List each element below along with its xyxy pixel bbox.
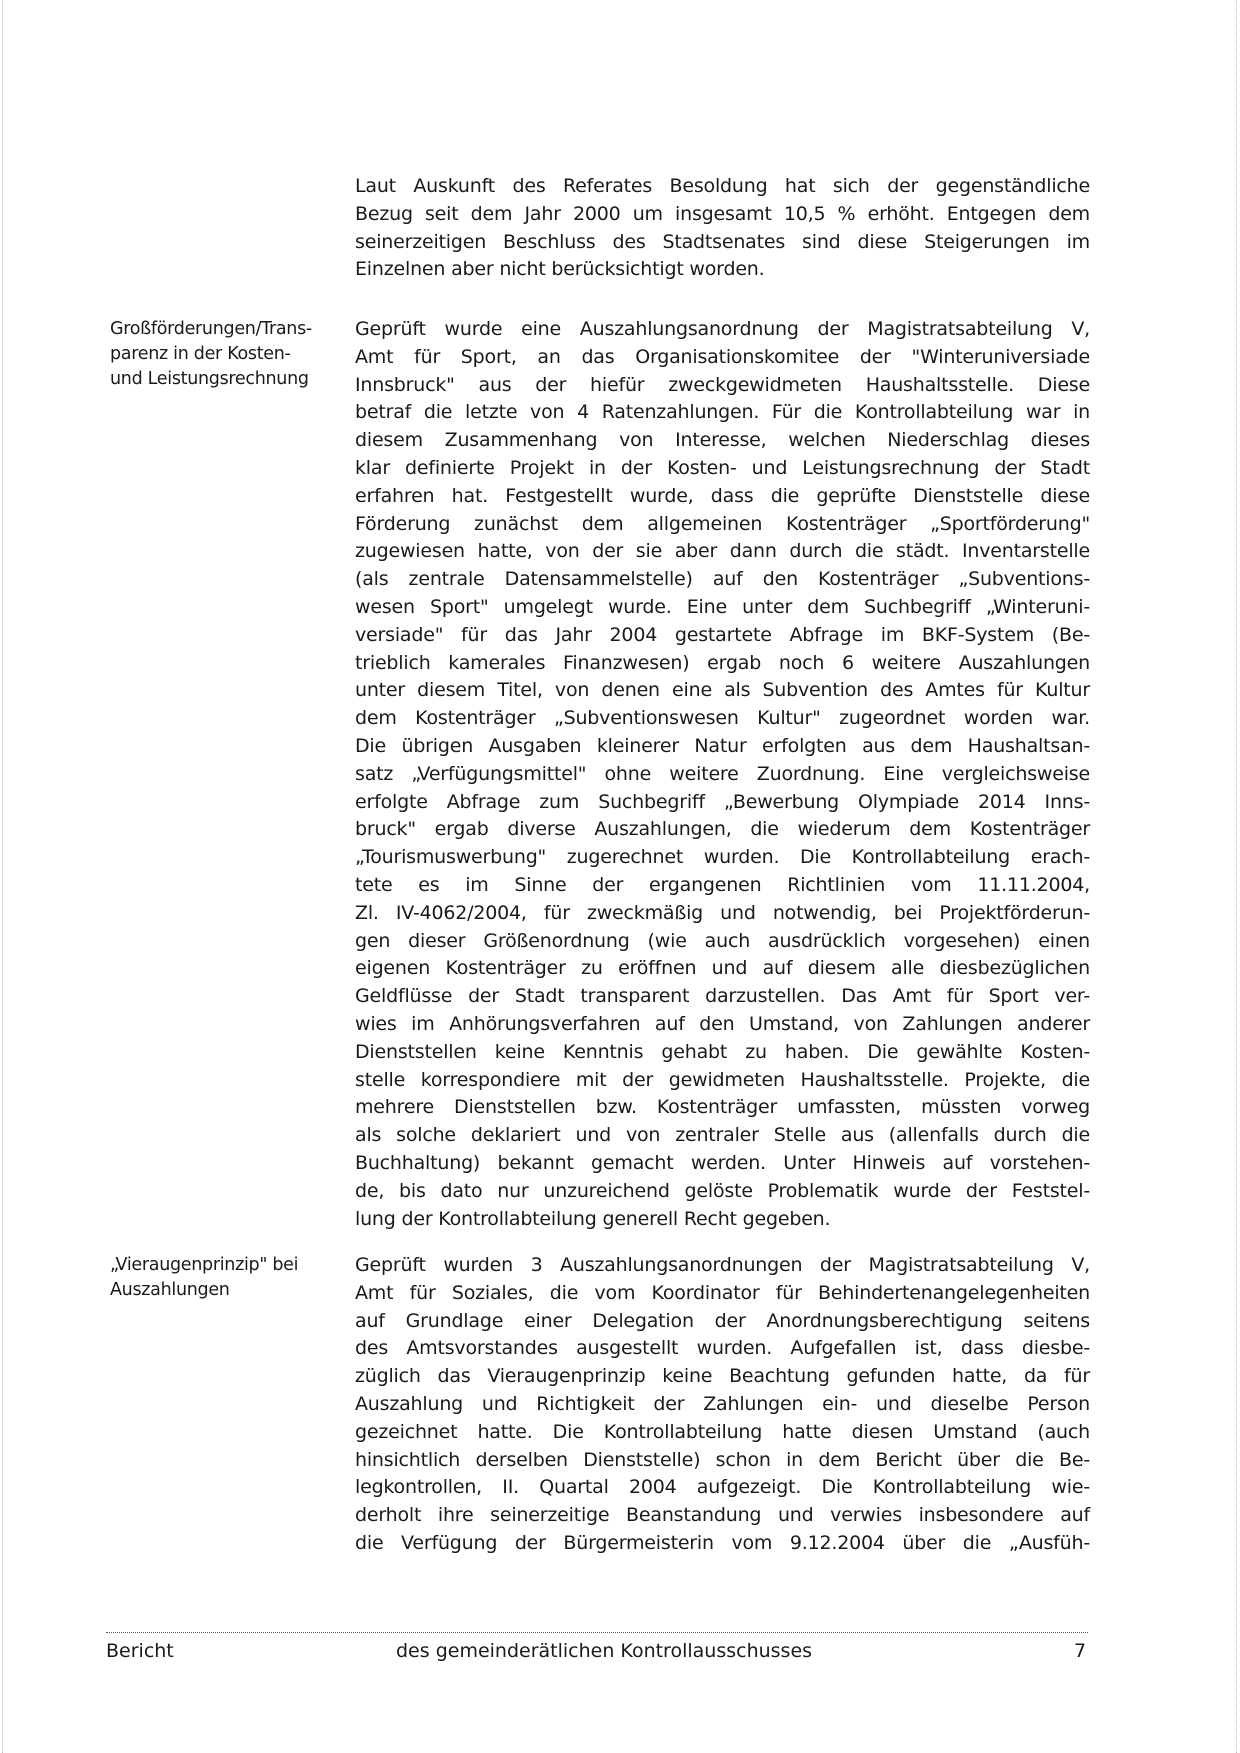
text-line: derholt ihre seinerzeitige Beanstandung und verwies insbesondere auf (355, 1504, 1090, 1527)
text-line: satz „Verfügungsmittel" ohne weitere Zuordnung. Eine vergleichsweise (355, 762, 1090, 785)
text-line: Die übrigen Ausgaben kleinerer Natur erfolgten aus dem Haushaltsan- (355, 734, 1090, 757)
text-line: Geprüft wurden 3 Auszahlungsanordnungen der Magistratsabteilung V, (355, 1254, 1090, 1276)
text-line: züglich das Vieraugenprinzip keine Beachtung gefunden hatte, da für (355, 1365, 1090, 1388)
text-line: die Verfügung der Bürgermeisterin vom 9.12.2004 über die „Ausfüh- (355, 1531, 1090, 1554)
section-paragraph (355, 1252, 1090, 1558)
heading-line: Großförderungen/Trans- (110, 319, 312, 339)
text-line: wies im Anhörungsverfahren auf den Umstand, von Zahlungen anderer (355, 1012, 1090, 1035)
text-line: unter diesem Titel, von denen eine als Subvention des Amtes für Kultur (355, 679, 1090, 702)
footer-center: des gemeinderätlichen Kontrollausschusses (396, 1640, 813, 1662)
text-line: Zl. IV-4062/2004, für zweckmäßig und notwendig, bei Projektförderun- (355, 901, 1090, 924)
text-line: klar definierte Projekt in der Kosten- und Leistungsrechnung der Stadt (355, 456, 1090, 479)
intro-paragraph (355, 173, 1090, 284)
text-line: Förderung zunächst dem allgemeinen Kostenträger „Sportförderung" (355, 512, 1090, 535)
heading-line: „Vieraugenprinzip" bei (110, 1255, 299, 1275)
text-line: diesem Zusammenhang von Interesse, welchen Niederschlag dieses (355, 429, 1090, 452)
text-line: wesen Sport" umgelegt wurde. Eine unter dem Suchbegriff „Winteruni- (355, 595, 1090, 618)
text-line: auf Grundlage einer Delegation der Anordnungsberechtigung seitens (355, 1309, 1090, 1332)
footer-divider (106, 1632, 1088, 1633)
text-line: de, bis dato nur unzureichend gelöste Problematik wurde der Feststel- (355, 1179, 1090, 1202)
text-line: (als zentrale Datensammelstelle) auf den Kostenträger „Subventions- (355, 568, 1090, 591)
section-paragraph (355, 316, 1090, 1233)
text-line: bruck" ergab diverse Auszahlungen, die wiederum dem Kostenträger (355, 818, 1090, 841)
scan-edge-right (1236, 0, 1239, 1753)
margin-heading (110, 317, 335, 392)
text-line: „Tourismuswerbung" zugerechnet wurden. Die Kontrollabteilung erach- (355, 846, 1090, 869)
text-line: hinsichtlich derselben Dienststelle) schon in dem Bericht über die Be- (355, 1448, 1090, 1471)
text-line: erfolgte Abfrage zum Suchbegriff „Bewerbung Olympiade 2014 Inns- (355, 790, 1090, 813)
text-line: gen dieser Größenordnung (wie auch ausdrücklich vorgesehen) einen (355, 929, 1090, 952)
scan-edge-left (2, 0, 5, 1753)
heading-line: parenz in der Kosten- (110, 344, 291, 364)
text-line: legkontrollen, II. Quartal 2004 aufgezeigt. Die Kontrollabteilung wie- (355, 1476, 1090, 1499)
heading-line: Auszahlungen (110, 1280, 230, 1300)
text-line: Bezug seit dem Jahr 2000 um insgesamt 10,5 % erhöht. Entgegen dem (355, 202, 1090, 225)
heading-line: und Leistungsrechnung (110, 369, 309, 389)
text-line: zugewiesen hatte, von der sie aber dann durch die städt. Inventarstelle (355, 540, 1090, 563)
text-line: Amt für Soziales, die vom Koordinator für Behindertenangelegenheiten (355, 1281, 1090, 1304)
text-line: Laut Auskunft des Referates Besoldung hat sich der gegenständliche (355, 175, 1090, 197)
text-line: erfahren hat. Festgestellt wurde, dass die geprüfte Dienststelle diese (355, 484, 1090, 507)
text-line: stelle korrespondiere mit der gewidmeten Haushaltsstelle. Projekte, die (355, 1068, 1090, 1091)
text-line: mehrere Dienststellen bzw. Kostenträger umfassten, müssten vorweg (355, 1096, 1090, 1119)
text-line: Geldflüsse der Stadt transparent darzustellen. Das Amt für Sport ver- (355, 985, 1090, 1008)
margin-heading (110, 1253, 335, 1303)
text-line: gezeichnet hatte. Die Kontrollabteilung hatte diesen Umstand (auch (355, 1420, 1090, 1443)
text-line: Dienststellen keine Kenntnis gehabt zu haben. Die gewählte Kosten- (355, 1040, 1090, 1063)
text-line: Innsbruck" aus der hiefür zweckgewidmeten Haushaltsstelle. Diese (355, 373, 1090, 396)
text-line: tete es im Sinne der ergangenen Richtlinien vom 11.11.2004, (355, 873, 1090, 896)
text-line: Auszahlung und Richtigkeit der Zahlungen ein- und dieselbe Person (355, 1392, 1090, 1415)
text-line: dem Kostenträger „Subventionswesen Kultur" zugeordnet worden war. (355, 707, 1090, 730)
footer-left: Bericht (106, 1640, 174, 1662)
text-line: betraf die letzte von 4 Ratenzahlungen. Für die Kontrollabteilung war in (355, 401, 1090, 424)
text-line: eigenen Kostenträger zu eröffnen und auf diesem alle diesbezüglichen (355, 957, 1090, 980)
text-line: Einzelnen aber nicht berücksichtigt worden. (355, 258, 765, 281)
text-line: seinerzeitigen Beschluss des Stadtsenates sind diese Steigerungen im (355, 230, 1090, 253)
text-line: lung der Kontrollabteilung generell Recht gegeben. (355, 1207, 831, 1230)
text-line: trieblich kamerales Finanzwesen) ergab noch 6 weitere Auszahlungen (355, 651, 1090, 674)
text-line: als solche deklariert und von zentraler Stelle aus (allenfalls durch die (355, 1124, 1090, 1147)
text-line: Geprüft wurde eine Auszahlungsanordnung der Magistratsabteilung V, (355, 318, 1090, 340)
text-line: des Amtsvorstandes ausgestellt wurden. Aufgefallen ist, dass diesbe- (355, 1337, 1090, 1360)
text-line: versiade" für das Jahr 2004 gestartete Abfrage im BKF-System (Be- (355, 623, 1090, 646)
text-line: Amt für Sport, an das Organisationskomitee der "Winteruniversiade (355, 345, 1090, 368)
page-number: 7 (1074, 1640, 1087, 1662)
text-line: Buchhaltung) bekannt gemacht werden. Unter Hinweis auf vorstehen- (355, 1151, 1090, 1174)
